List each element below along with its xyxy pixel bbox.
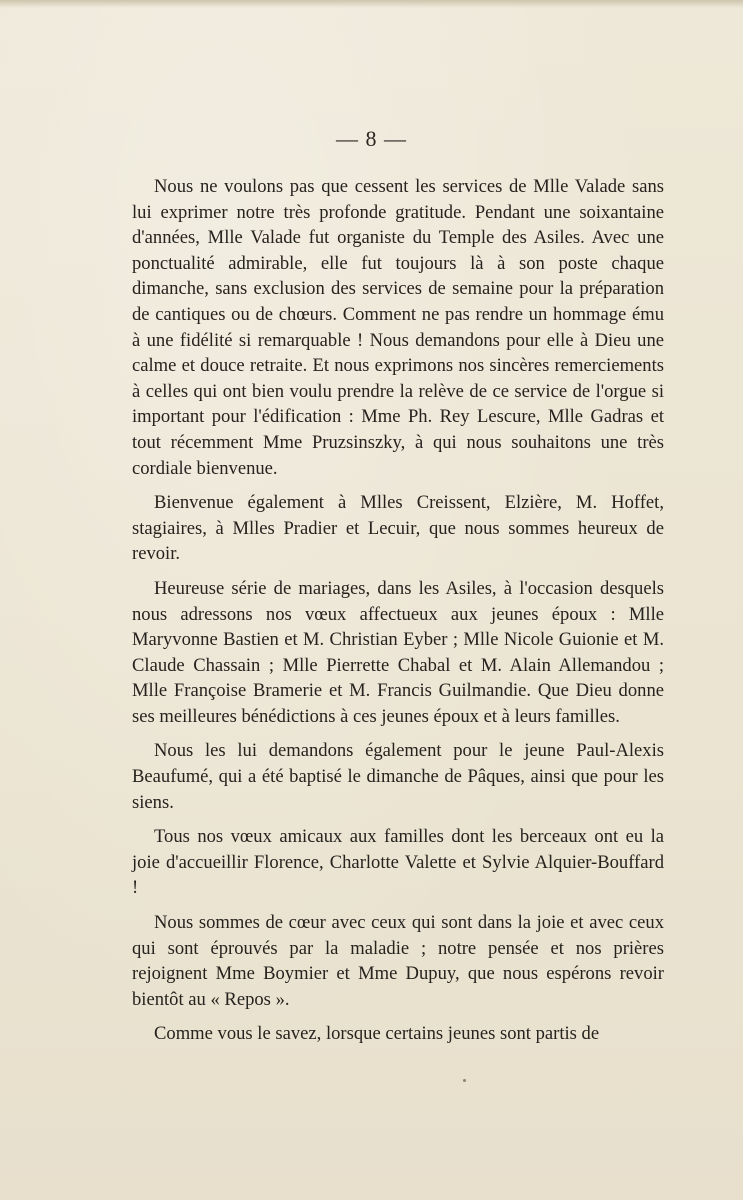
page-top-shadow [0, 0, 743, 8]
paragraph-continuation: Comme vous le savez, lorsque certains jeunes sont partis de [154, 1023, 600, 1045]
paragraph-organist-tribute: Nous ne voulons pas que cessent les services de Mlle Valade sans lui exprimer notre très profonde gratitude. Pendant une soixantaine d'années, Mlle Valade fut organiste du Temple des Asiles. Avec une ponctualité admirable, elle fut toujours là à son poste chaque dimanche, sans exclusion des services de semaine pour la préparation de cantiques ou de chœurs. Comment ne pas rendre un hommage ému à une fidélité si remarquable ! Nous demandons pour elle à Dieu une calme et douce retraite. Et nous exprimons nos sincères remerciements à celles qui ont bien voulu prendre la relève de ce service de l'orgue si important pour l'édification : Mme Ph. Rey Lescure, Mlle Gadras et tout récemment Mme Pruzsinszky, à qui nous souhaitons une très cordiale bienvenue. [132, 176, 664, 479]
paper-speck [463, 1079, 466, 1082]
paragraph-illness: Nous sommes de cœur avec ceux qui sont dans la joie et avec ceux qui sont éprouvés par la maladie ; notre pensée et nos prières rejoignent Mme Boymier et Mme Dupuy, que nous espérons revoir bientôt au « Repos ». [132, 912, 664, 1010]
paragraph-baptism: Nous les lui demandons également pour le jeune Paul-Alexis Beaufumé, qui a été baptisé le dimanche de Pâques, ainsi que pour les siens. [132, 740, 664, 813]
page-number: — 8 — [336, 126, 407, 151]
body-text [132, 174, 664, 1047]
paragraph-welcome-interns: Bienvenue également à Mlles Creissent, Elzière, M. Hoffet, stagiaires, à Mlles Pradier et Lecuir, que nous sommes heureux de revoir. [132, 492, 664, 565]
paragraph-marriages: Heureuse série de mariages, dans les Asiles, à l'occasion desquels nous adressons nos vœux affectueux aux jeunes époux : Mlle Maryvonne Bastien et M. Christian Eyber ; Mlle Nicole Guionie et M. Claude Chassain ; Mlle Pierrette Chabal et M. Alain Allemandou ; Mlle Françoise Bramerie et M. Francis Guilmandie. Que Dieu donne ses meilleures bénédictions à ces jeunes époux et à leurs familles. [132, 577, 664, 727]
paragraph-births: Tous nos vœux amicaux aux familles dont les berceaux ont eu la joie d'accueillir Florence, Charlotte Valette et Sylvie Alquier-Bouffard ! [132, 826, 664, 899]
